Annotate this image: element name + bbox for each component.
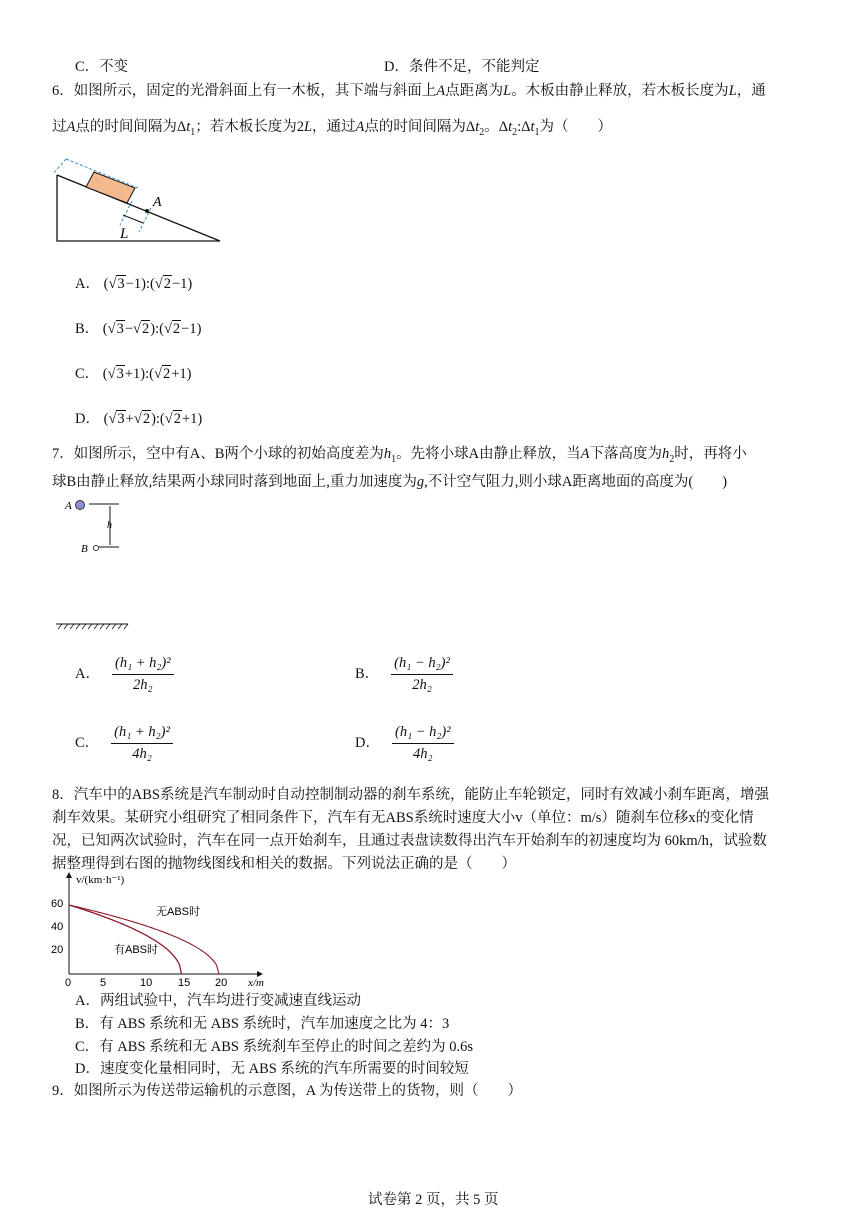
q8-option-c: C．有 ABS 系统和无 ABS 系统刹车至停止的时间之差约为 0.6s xyxy=(75,1039,473,1055)
q7-balls-figure xyxy=(50,490,140,635)
q8-line3: 况，已知两次试验时，汽车在同一点开始刹车，且通过表盘读数得出汽车开始刹车的初速度均为 60km/h，试验数 xyxy=(52,833,767,849)
svg-text:x/m: x/m xyxy=(248,977,264,987)
q6-option-a: A． (√3−1):(√2−1) xyxy=(75,276,193,292)
q7-line1: 7．如图所示，空中有A、B两个小球的初始高度差为$h_1$。先将小球A由静止释放，当A下落高度为$h_2$时，再将小 xyxy=(52,446,747,465)
q7-option-a: A． $\frac{\text{(h₁ + h₂)²}}{\text{2h₂}}$ xyxy=(75,655,174,694)
svg-text:0: 0 xyxy=(65,977,72,987)
svg-text:5: 5 xyxy=(100,977,107,987)
q8-line2: 刹车效果。某研究小组研究了相同条件下，汽车有无ABS系统时速度大小v（单位：m/s）随刹车位移x的变化情 xyxy=(52,810,754,826)
q7-option-d: D． $\frac{\text{(h₁ − h₂)²}}{\text{4h₂}}$ xyxy=(355,724,454,763)
q7-option-b: B． $\frac{\text{(h₁ − h₂)²}}{\text{2h₂}}$ xyxy=(355,655,453,694)
q5-option-c: C．不变 xyxy=(75,59,129,75)
svg-text:20: 20 xyxy=(215,977,228,987)
q6-option-b: B． (√3−√2):(√2−1) xyxy=(75,321,202,337)
series-abs-label: 有ABS时 xyxy=(114,944,159,956)
svg-text:60: 60 xyxy=(51,898,64,910)
svg-text:20: 20 xyxy=(51,944,64,956)
svg-text:B: B xyxy=(81,543,88,555)
q8-option-b: B．有 ABS 系统和无 ABS 系统时，汽车加速度之比为 4：3 xyxy=(75,1016,450,1032)
q9-line: 9．如图所示为传送带运输机的示意图，A 为传送带上的货物，则（ ） xyxy=(52,1083,523,1099)
q8-line4: 据整理得到右图的抛物线图线和相关的数据。下列说法正确的是（ ） xyxy=(52,856,516,872)
point-a-label: A xyxy=(153,195,162,210)
svg-text:10: 10 xyxy=(140,977,153,987)
q8-option-d: D．速度变化量相同时，无 ABS 系统的汽车所需要的时间较短 xyxy=(75,1061,469,1077)
q8-line1: 8．汽车中的ABS系统是汽车制动时自动控制制动器的刹车系统，能防止车轮锁定，同时有效减小刹车距离，增强 xyxy=(52,787,769,803)
q8-option-a: A．两组试验中，汽车均进行变减速直线运动 xyxy=(75,993,361,1009)
q6-option-d: D． (√3+√2):(√2+1) xyxy=(75,411,203,427)
svg-text:v/(km·h⁻¹): v/(km·h⁻¹) xyxy=(76,874,125,886)
q6-incline-figure xyxy=(50,150,230,250)
q8-abs-chart xyxy=(50,872,270,987)
q7-option-c: C． $\frac{\text{(h₁ + h₂)²}}{\text{4h₂}}$ xyxy=(75,724,173,763)
q7-line2: 球B由静止释放,结果两小球同时落到地面上,重力加速度为g,不计空气阻力,则小球A距离地面的高度为( ) xyxy=(52,474,728,490)
q6-option-c: C． (√3+1):(√2+1) xyxy=(75,366,192,382)
page-footer: 试卷第 2 页，共 5 页 xyxy=(368,1192,499,1208)
svg-text:40: 40 xyxy=(51,921,64,933)
q6-line1: 6．如图所示，固定的光滑斜面上有一木板，其下端与斜面上A点距离为L。木板由静止释放，若木板长度为L，通 xyxy=(52,83,766,99)
q6-line2: 过A点的时间间隔为$\Delta t_1$；若木板长度为2L，通过A点的时间间隔为$\Delta t_2$。$\Delta t_2:\Delta t_1$为（ ） xyxy=(52,119,613,138)
svg-text:A: A xyxy=(65,500,72,512)
q5-option-d: D．条件不足，不能判定 xyxy=(384,59,540,75)
length-l-label: L xyxy=(120,226,129,242)
series-no-abs-label: 无ABS时 xyxy=(156,906,201,918)
svg-text:15: 15 xyxy=(178,977,191,987)
svg-text:h: h xyxy=(107,520,112,531)
